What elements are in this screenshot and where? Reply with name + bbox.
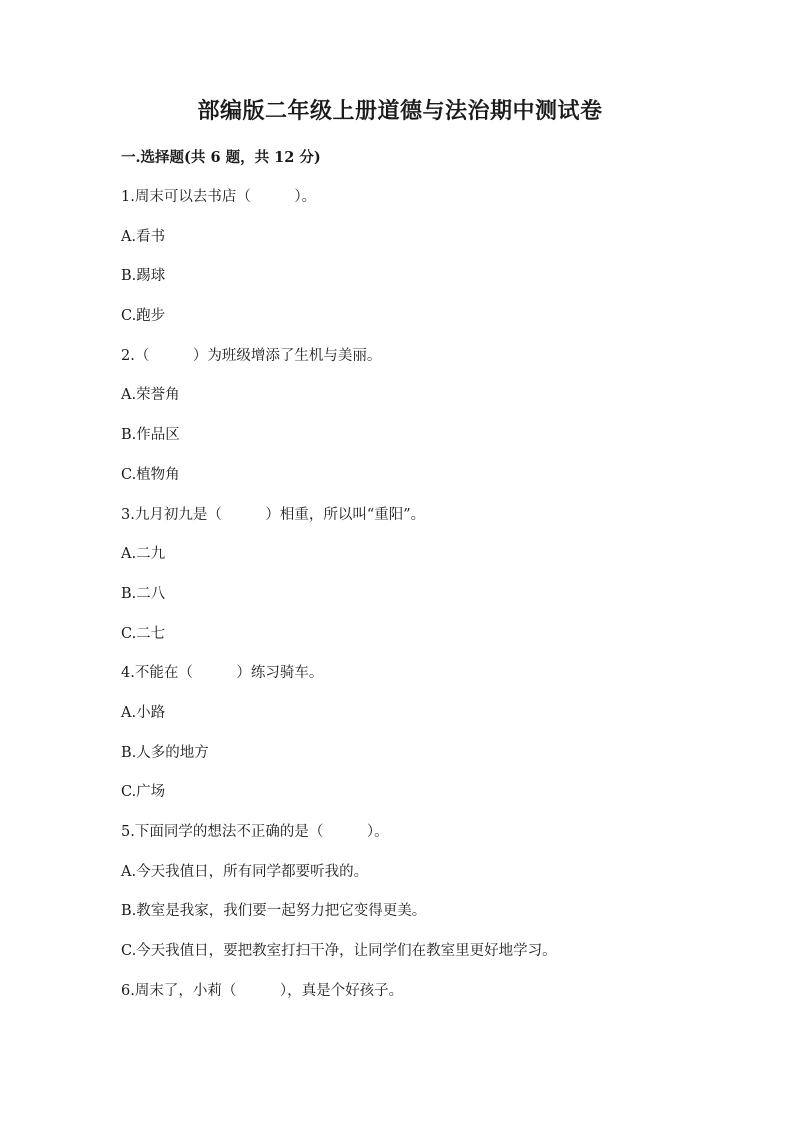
question-stem: 5.下面同学的想法不正确的是（ ）。 [121,824,389,840]
question-option: B.二八 [121,585,166,602]
question-option: A.今天我值日，所有同学都要听我的。 [121,863,369,880]
question-stem: 3.九月初九是（ ）相重，所以叫“重阳”。 [121,506,426,523]
question-option: C.跑步 [121,308,166,325]
question-option: C.广场 [121,784,166,801]
section-heading: 一.选择题(共 6 题，共 12 分) [121,149,321,166]
question-option: A.二九 [121,546,166,563]
question-option: C.二七 [121,625,166,642]
question-stem: 4.不能在（ ）练习骑车。 [121,665,324,682]
question-option: C.植物角 [121,466,180,483]
question-stem: 1.周末可以去书店（ ）。 [121,189,317,205]
question-list [121,186,741,1019]
question-stem: 6.周末了，小莉（ ），真是个好孩子。 [121,982,404,999]
question-option: B.踢球 [121,268,166,285]
question-option: B.人多的地方 [121,744,209,761]
exam-title: 部编版二年级上册道德与法治期中测试卷 [197,98,603,124]
question-option: A.看书 [121,228,166,245]
question-option: A.荣誉角 [121,387,180,404]
question-option: B.作品区 [121,427,180,444]
question-option: A.小路 [121,704,166,721]
question-option: C.今天我值日，要把教室打扫干净，让同学们在教室里更好地学习。 [121,943,557,960]
question-option: B.教室是我家，我们要一起努力把它变得更美。 [121,903,427,920]
question-stem: 2.（ ）为班级增添了生机与美丽。 [121,347,382,364]
